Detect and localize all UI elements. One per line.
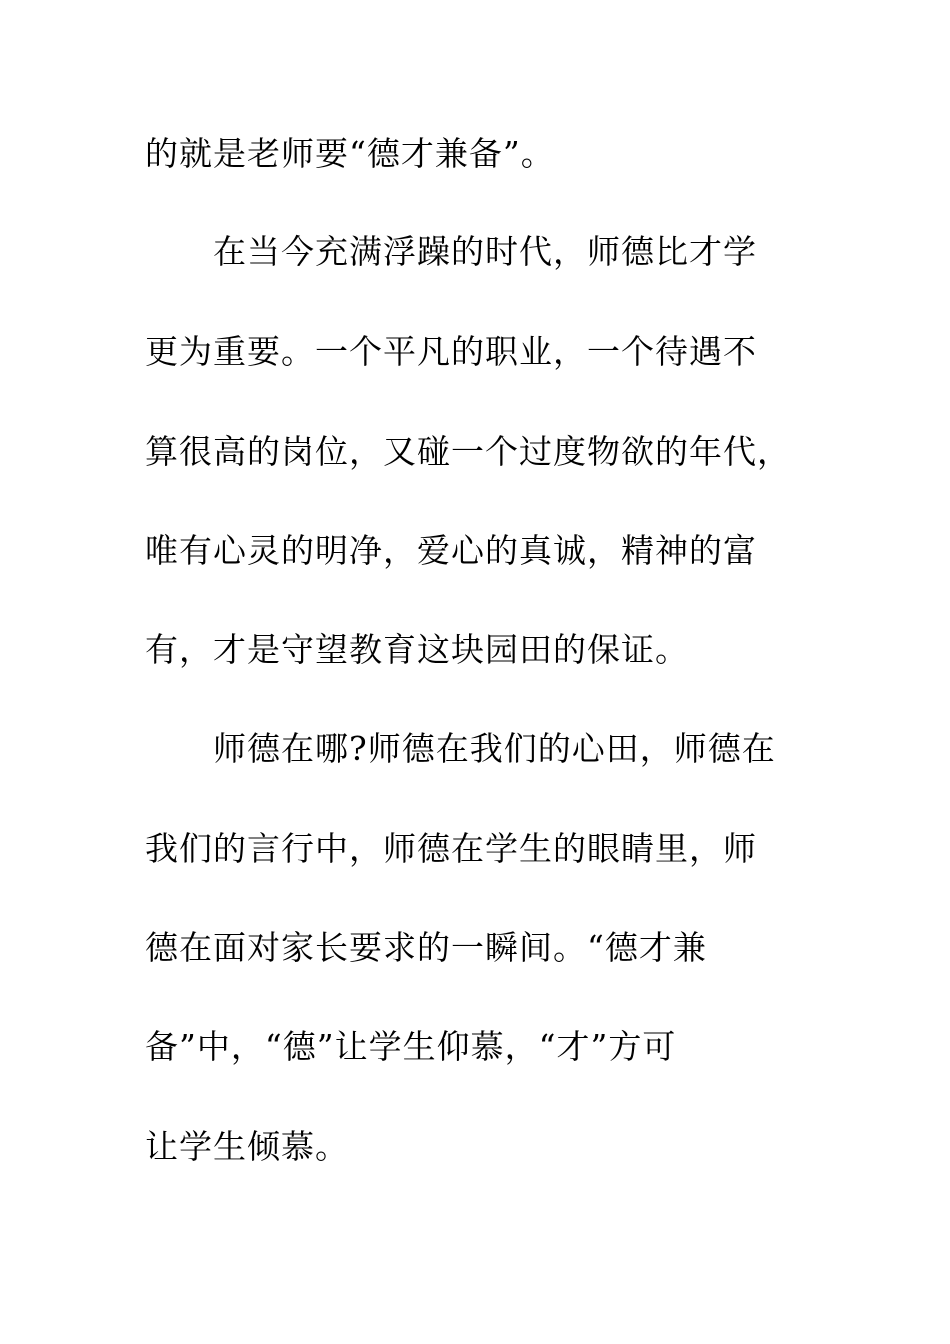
text-line: 有，才是守望教育这块园田的保证。: [145, 630, 689, 669]
paragraph-start-line: 师德在哪?师德在我们的心田，师德在: [213, 729, 776, 768]
paragraph-start-line: 在当今充满浮躁的时代，师德比才学: [213, 232, 757, 271]
text-line: 让学生倾慕。: [145, 1127, 349, 1166]
text-line: 更为重要。一个平凡的职业，一个待遇不: [145, 332, 757, 371]
text-line: 备”中，“德”让学生仰慕，“才”方可: [145, 1027, 677, 1066]
text-line: 的就是老师要“德才兼备”。: [145, 134, 555, 173]
text-line: 唯有心灵的明净，爱心的真诚，精神的富: [145, 531, 757, 570]
text-line: 算很高的岗位，又碰一个过度物欲的年代，: [145, 432, 791, 471]
text-line: 我们的言行中，师德在学生的眼睛里，师: [145, 829, 757, 868]
text-line: 德在面对家长要求的一瞬间。“德才兼: [145, 928, 707, 967]
